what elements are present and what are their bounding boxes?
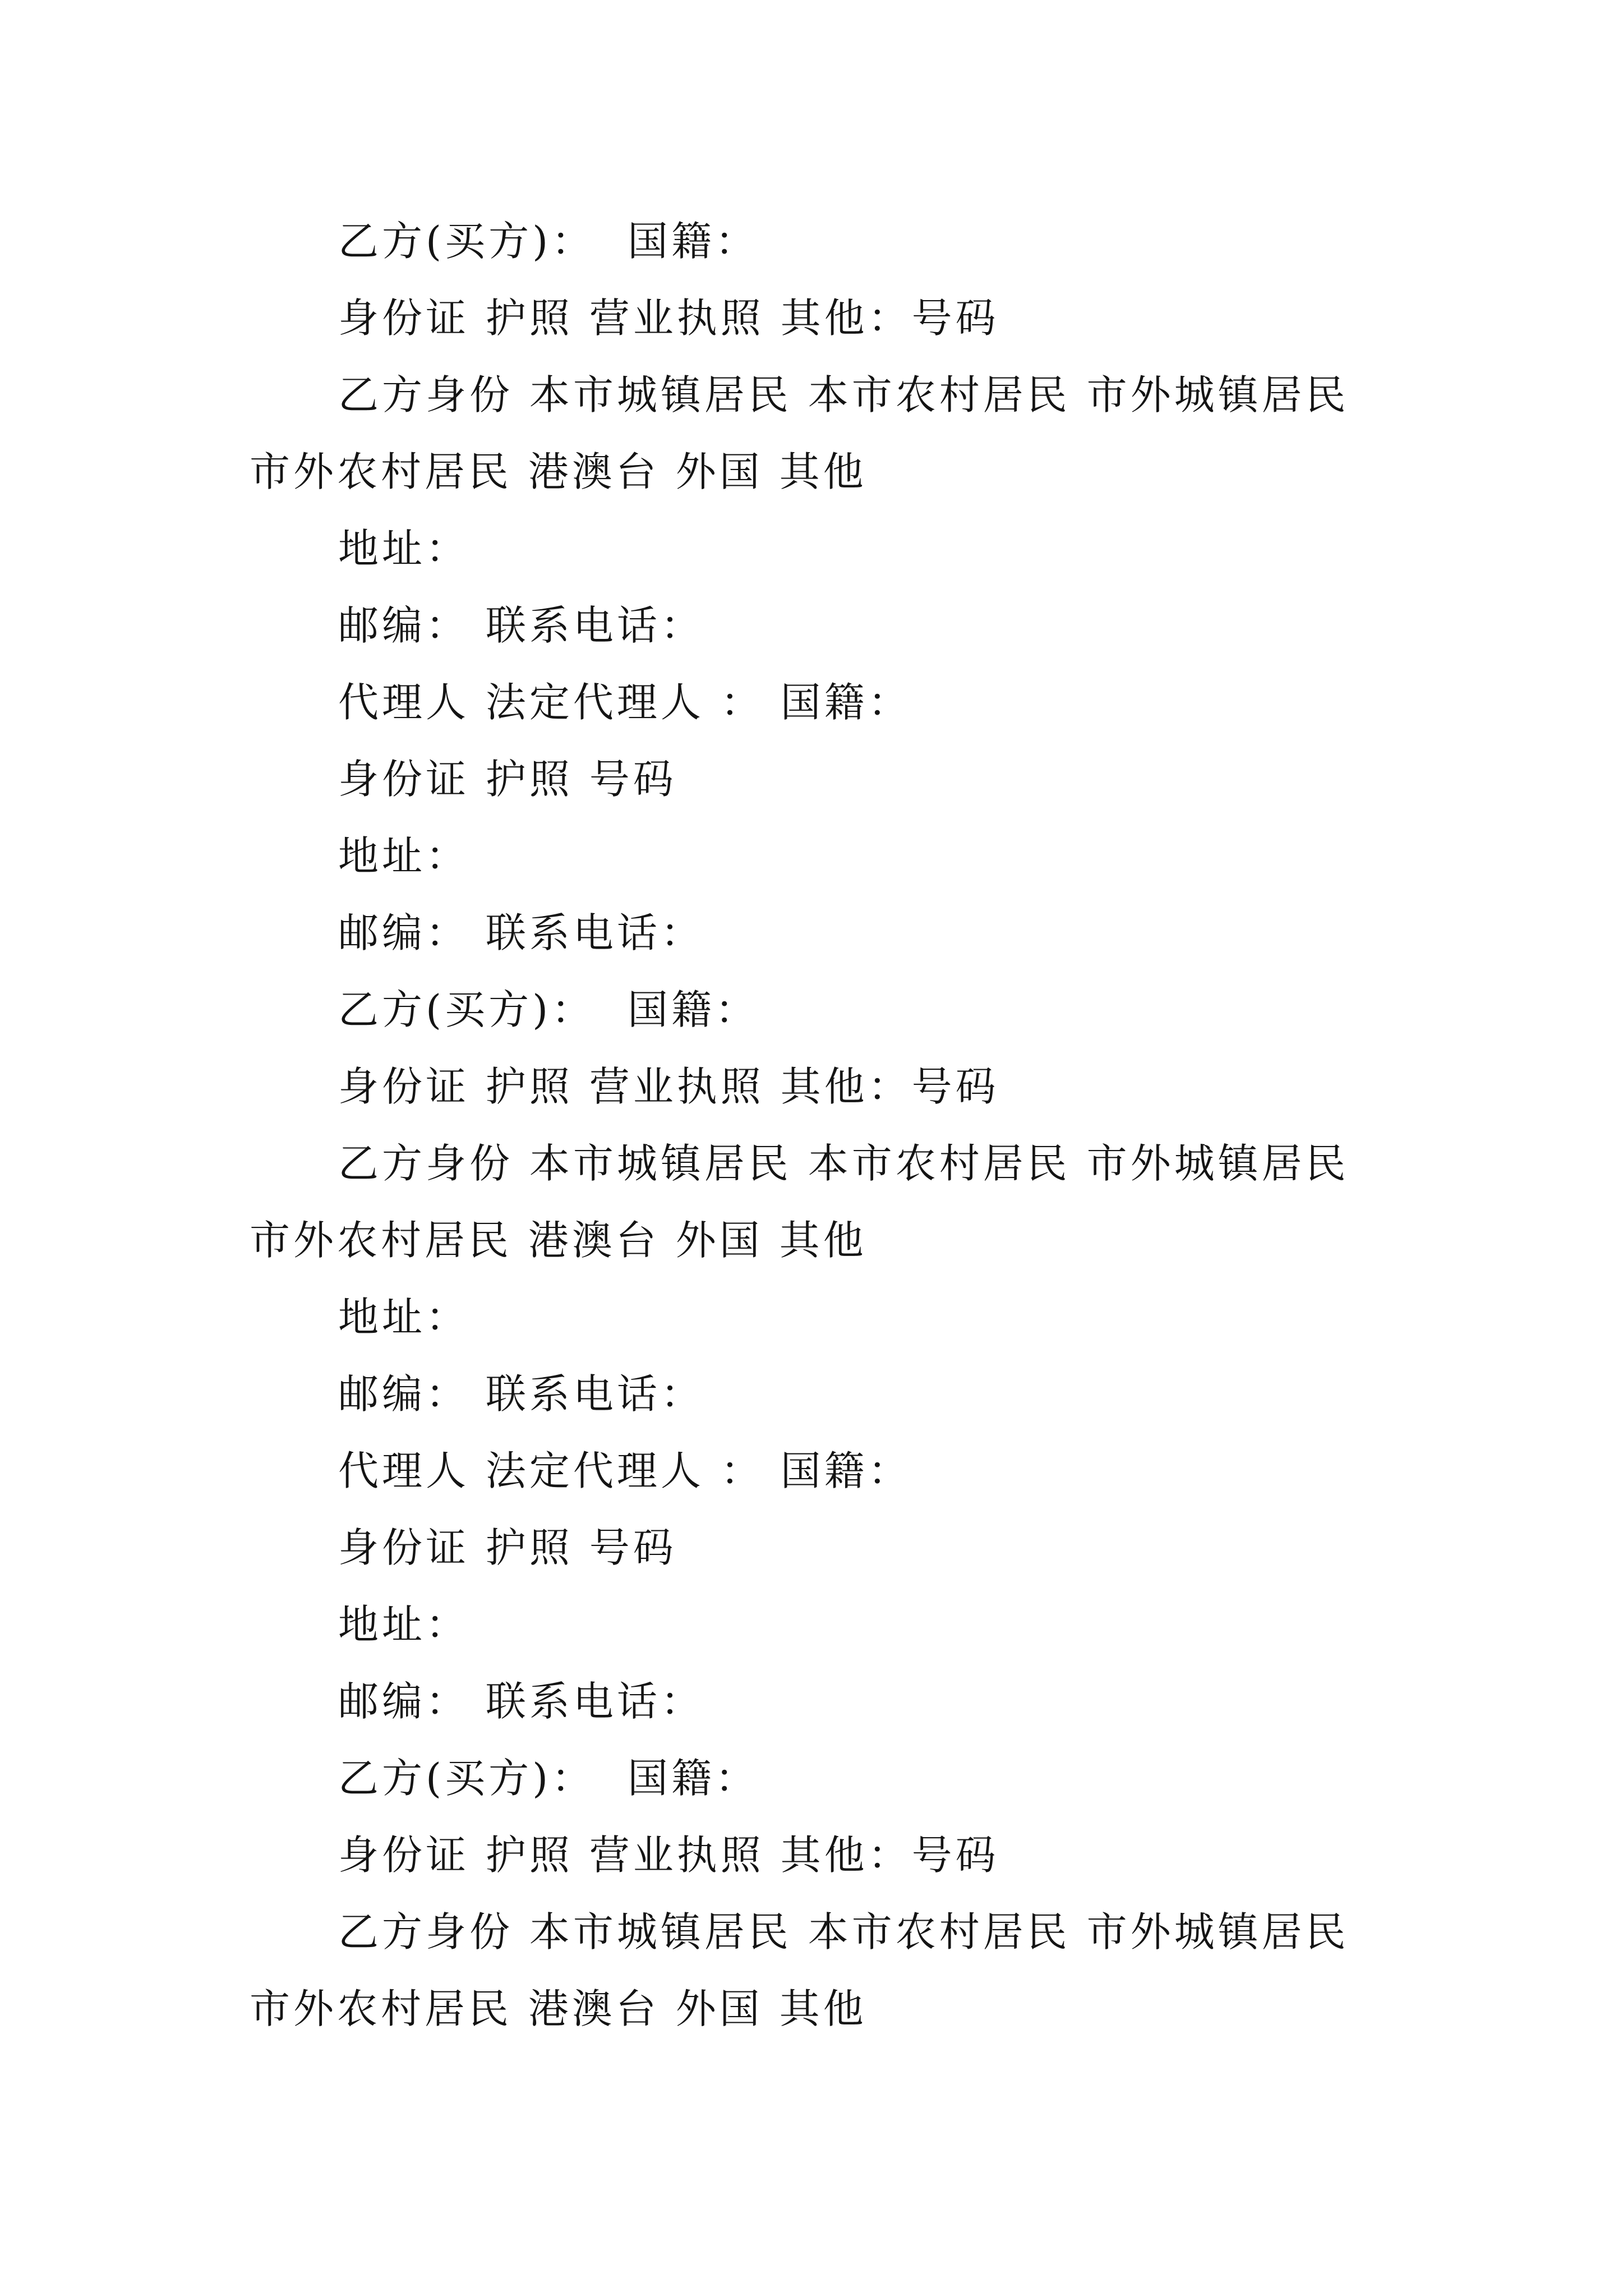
agent-postcode-phone-line: 邮编： 联系电话： [338,909,704,956]
agent-id-type-line: 身份证 护照 号码 [338,1524,677,1571]
buyer-id-type-line: 身份证 护照 营业执照 其他：号码 [338,295,999,342]
buyer-identity-line: 乙方身份 本市城镇居民 本市农村居民 市外城镇居民 [338,1140,1349,1187]
agent-id-type-line: 身份证 护照 号码 [338,756,677,803]
agent-address-line: 地址： [338,1601,470,1648]
agent-nationality-line: 代理人 法定代理人 ： 国籍： [338,1447,912,1494]
buyer-nationality-line: 乙方(买方)： 国籍： [338,218,759,265]
buyer-identity-continued: 市外农村居民 港澳台 外国 其他 [250,1985,867,2032]
address-line: 地址： [338,525,470,572]
buyer-identity-line: 乙方身份 本市城镇居民 本市农村居民 市外城镇居民 [338,1908,1349,1955]
agent-postcode-phone-line: 邮编： 联系电话： [338,1678,704,1725]
postcode-phone-line: 邮编： 联系电话： [338,602,704,649]
address-line: 地址： [338,1294,470,1341]
buyer-nationality-line: 乙方(买方)： 国籍： [338,1755,759,1802]
buyer-identity-continued: 市外农村居民 港澳台 外国 其他 [250,448,867,495]
buyer-identity-line: 乙方身份 本市城镇居民 本市农村居民 市外城镇居民 [338,371,1349,418]
agent-address-line: 地址： [338,832,470,880]
buyer-id-type-line: 身份证 护照 营业执照 其他：号码 [338,1063,999,1110]
buyer-nationality-line: 乙方(买方)： 国籍： [338,986,759,1033]
buyer-identity-continued: 市外农村居民 港澳台 外国 其他 [250,1217,867,1264]
agent-nationality-line: 代理人 法定代理人 ： 国籍： [338,679,912,726]
postcode-phone-line: 邮编： 联系电话： [338,1370,704,1418]
buyer-id-type-line: 身份证 护照 营业执照 其他：号码 [338,1832,999,1879]
